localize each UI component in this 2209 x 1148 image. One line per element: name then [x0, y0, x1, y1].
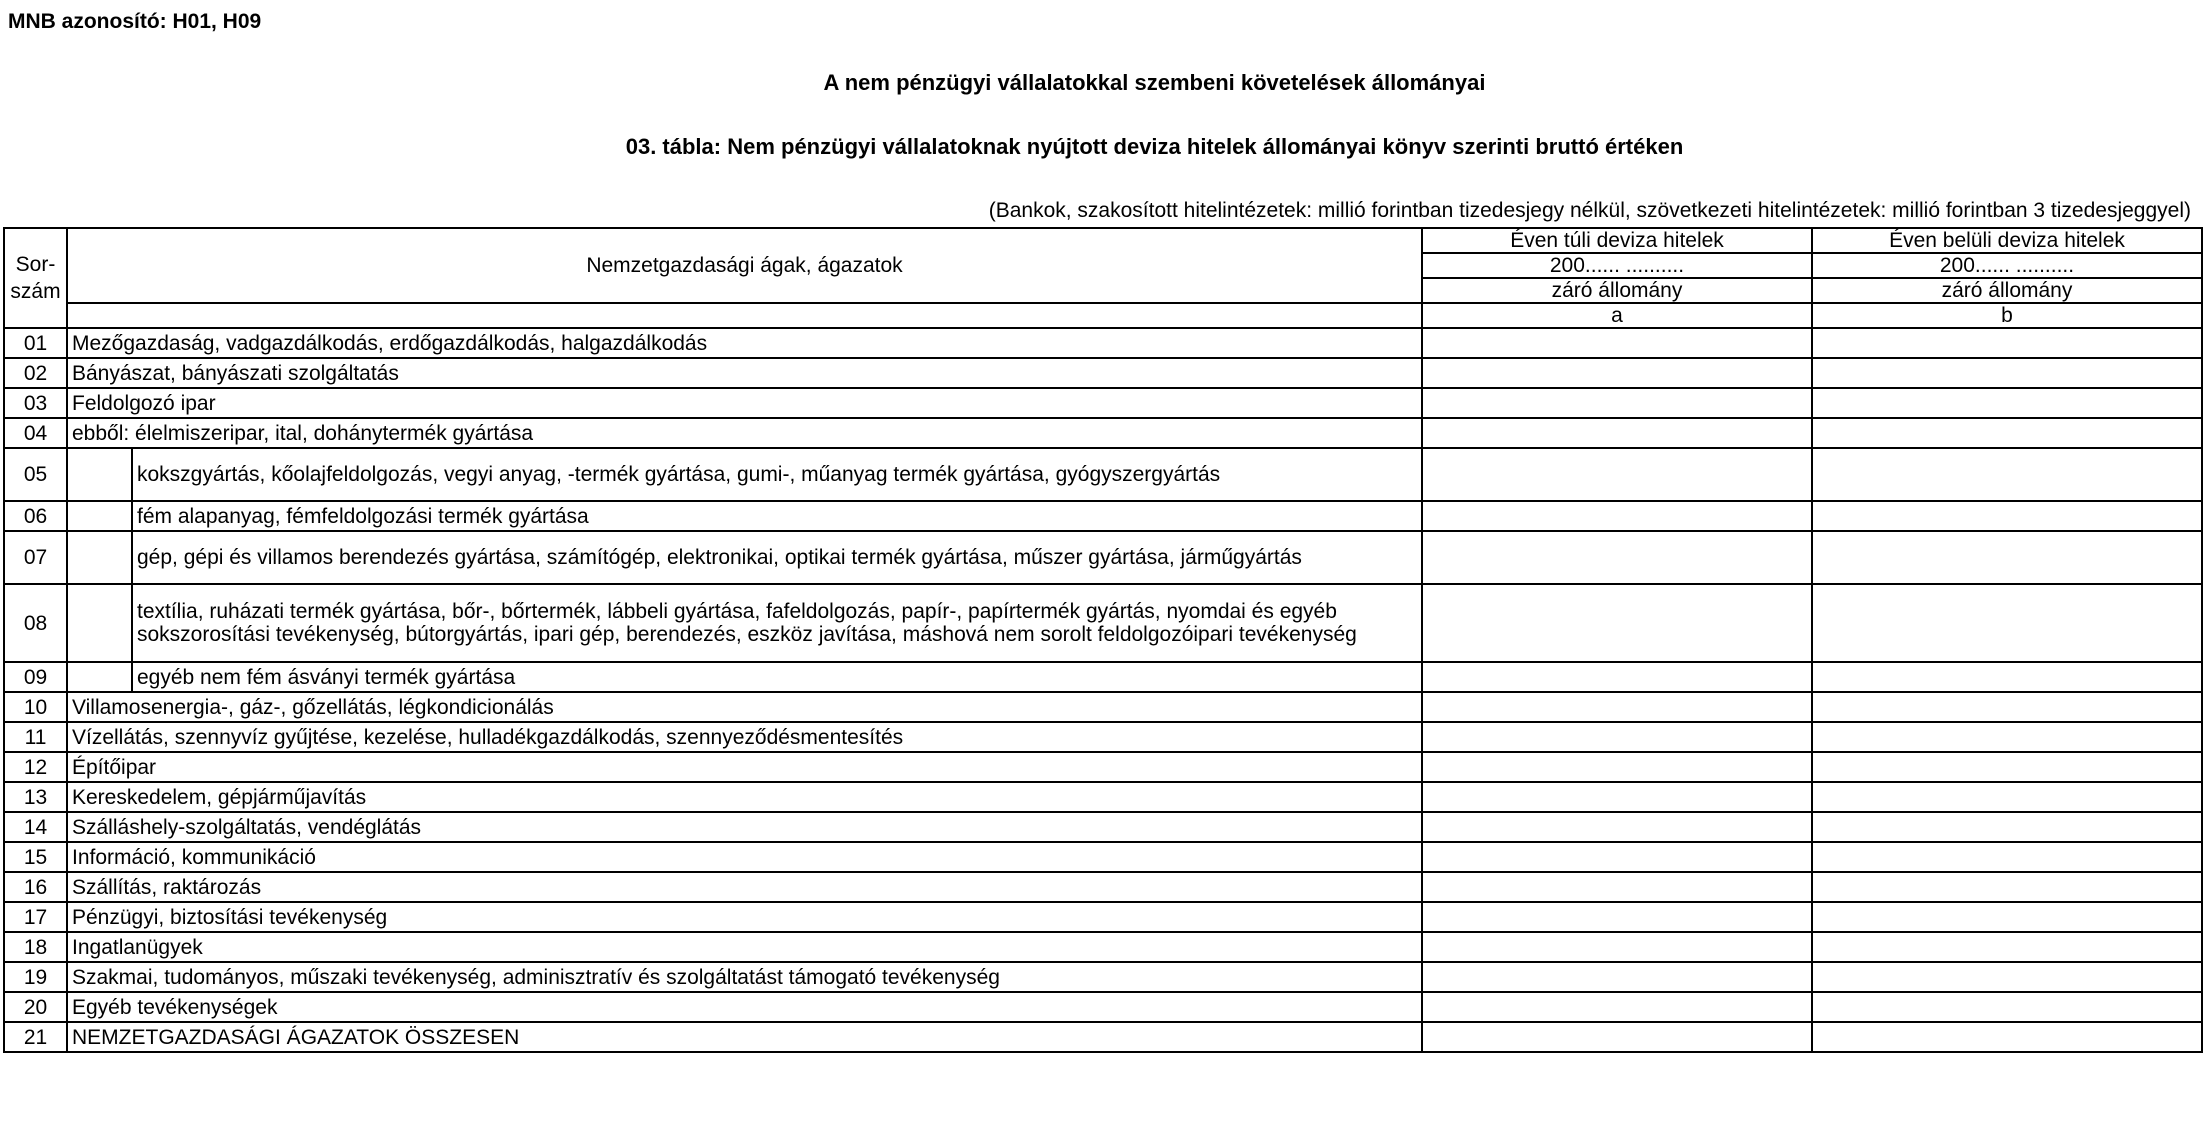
row-label: Információ, kommunikáció — [67, 842, 1422, 872]
header-col-b-letter: b — [1812, 303, 2202, 328]
table-row — [4, 501, 2202, 531]
cell-b[interactable] — [1812, 662, 2202, 692]
cell-a[interactable] — [1422, 1022, 1812, 1052]
row-label: kokszgyártás, kőolajfeldolgozás, vegyi anyag, -termék gyártása, gumi-, műanyag termék gyártása, gyógyszergyártás — [132, 448, 1422, 501]
cell-a[interactable] — [1422, 722, 1812, 752]
row-label: Vízellátás, szennyvíz gyűjtése, kezelése, hulladékgazdálkodás, szennyeződésmentesítés — [67, 722, 1422, 752]
row-number: 07 — [4, 531, 67, 584]
cell-a[interactable] — [1422, 662, 1812, 692]
cell-b[interactable] — [1812, 872, 2202, 902]
header-sector: Nemzetgazdasági ágak, ágazatok — [67, 228, 1422, 303]
header-col-b-sub: záró állomány — [1812, 278, 2202, 303]
row-label: Szakmai, tudományos, műszaki tevékenység, adminisztratív és szolgáltatást támogató tevékenység — [67, 962, 1422, 992]
header-row — [4, 228, 2202, 253]
row-label: Építőipar — [67, 752, 1422, 782]
row-number: 20 — [4, 992, 67, 1022]
table-row — [4, 388, 2202, 418]
table-row — [4, 358, 2202, 388]
cell-a[interactable] — [1422, 842, 1812, 872]
cell-a[interactable] — [1422, 531, 1812, 584]
header-col-b-title: Éven belüli deviza hitelek — [1812, 228, 2202, 253]
row-number: 16 — [4, 872, 67, 902]
row-label: gép, gépi és villamos berendezés gyártása, számítógép, elektronikai, optikai termék gyártása, műszer gyártása, járműgyártás — [132, 531, 1422, 584]
cell-b[interactable] — [1812, 902, 2202, 932]
header-sector-blank — [67, 303, 1422, 328]
row-number: 11 — [4, 722, 67, 752]
table-row — [4, 418, 2202, 448]
row-label: egyéb nem fém ásványi termék gyártása — [132, 662, 1422, 692]
row-number: 04 — [4, 418, 67, 448]
cell-a[interactable] — [1422, 388, 1812, 418]
cell-b[interactable] — [1812, 962, 2202, 992]
table-row — [4, 752, 2202, 782]
header-col-a-title: Éven túli deviza hitelek — [1422, 228, 1812, 253]
header-col-b-year: 200...... .......... — [1812, 253, 2202, 278]
data-table — [3, 227, 2203, 1053]
cell-a[interactable] — [1422, 501, 1812, 531]
row-label: Villamosenergia-, gáz-, gőzellátás, légkondicionálás — [67, 692, 1422, 722]
cell-b[interactable] — [1812, 812, 2202, 842]
row-label: Egyéb tevékenységek — [67, 992, 1422, 1022]
cell-b[interactable] — [1812, 328, 2202, 358]
row-label: NEMZETGAZDASÁGI ÁGAZATOK ÖSSZESEN — [67, 1022, 1422, 1052]
row-label: Szállítás, raktározás — [67, 872, 1422, 902]
row-number: 12 — [4, 752, 67, 782]
row-label: textília, ruházati termék gyártása, bőr-, bőrtermék, lábbeli gyártása, fafeldolgozás, papír-, papírtermék gyártás, nyomdai és egyéb sokszorosítási tevékenység, bútorgyártás, ipari gép, berendezés, eszköz javítása, máshová nem sorolt feldolgozóipari tevékenység — [132, 584, 1422, 662]
row-label: Mezőgazdaság, vadgazdálkodás, erdőgazdálkodás, halgazdálkodás — [67, 328, 1422, 358]
header-row — [4, 303, 2202, 328]
cell-a[interactable] — [1422, 962, 1812, 992]
cell-b[interactable] — [1812, 722, 2202, 752]
row-number: 13 — [4, 782, 67, 812]
cell-a[interactable] — [1422, 902, 1812, 932]
header-sorszam — [4, 228, 67, 328]
mnb-identifier: MNB azonosító: H01, H09 — [8, 10, 262, 33]
cell-b[interactable] — [1812, 692, 2202, 722]
cell-b[interactable] — [1812, 932, 2202, 962]
page-title: A nem pénzügyi vállalatokkal szembeni követelések állományai — [823, 70, 1486, 95]
table-row — [4, 872, 2202, 902]
cell-a[interactable] — [1422, 328, 1812, 358]
table-row — [4, 962, 2202, 992]
header-col-a-sub: záró állomány — [1422, 278, 1812, 303]
table-row — [4, 531, 2202, 584]
row-label: Szálláshely-szolgáltatás, vendéglátás — [67, 812, 1422, 842]
table-row — [4, 662, 2202, 692]
row-number: 15 — [4, 842, 67, 872]
indent-cell — [67, 531, 132, 584]
units-note: (Bankok, szakosított hitelintézetek: millió forintban tizedesjegy nélkül, szövetkezeti hitelintézetek: millió forintban 3 tizedesjeggyel) — [988, 199, 2191, 222]
table-row — [4, 722, 2202, 752]
row-number: 09 — [4, 662, 67, 692]
table-row — [4, 584, 2202, 662]
row-number: 02 — [4, 358, 67, 388]
row-number: 10 — [4, 692, 67, 722]
row-label: ebből: élelmiszeripar, ital, dohánytermék gyártása — [67, 418, 1422, 448]
cell-b[interactable] — [1812, 448, 2202, 501]
row-label: Pénzügyi, biztosítási tevékenység — [67, 902, 1422, 932]
table-row — [4, 842, 2202, 872]
table-row — [4, 448, 2202, 501]
cell-b[interactable] — [1812, 418, 2202, 448]
indent-cell — [67, 662, 132, 692]
header-sorszam-line1: Sor- — [15, 253, 56, 276]
cell-a[interactable] — [1422, 584, 1812, 662]
table-row — [4, 692, 2202, 722]
table-row — [4, 782, 2202, 812]
row-number: 03 — [4, 388, 67, 418]
cell-b[interactable] — [1812, 752, 2202, 782]
row-number: 19 — [4, 962, 67, 992]
row-number: 17 — [4, 902, 67, 932]
header-col-a-letter: a — [1422, 303, 1812, 328]
table-row — [4, 1022, 2202, 1052]
row-number: 06 — [4, 501, 67, 531]
table-row — [4, 902, 2202, 932]
row-number: 18 — [4, 932, 67, 962]
indent-cell — [67, 501, 132, 531]
cell-a[interactable] — [1422, 992, 1812, 1022]
cell-b[interactable] — [1812, 992, 2202, 1022]
table-row — [4, 812, 2202, 842]
cell-a[interactable] — [1422, 812, 1812, 842]
cell-b[interactable] — [1812, 1022, 2202, 1052]
header-sorszam-line2: szám — [10, 280, 61, 303]
cell-a[interactable] — [1422, 358, 1812, 388]
cell-a[interactable] — [1422, 418, 1812, 448]
cell-a[interactable] — [1422, 782, 1812, 812]
cell-a[interactable] — [1422, 448, 1812, 501]
cell-b[interactable] — [1812, 501, 2202, 531]
cell-a[interactable] — [1422, 752, 1812, 782]
row-number: 14 — [4, 812, 67, 842]
table-row — [4, 328, 2202, 358]
row-number: 05 — [4, 448, 67, 501]
cell-b[interactable] — [1812, 358, 2202, 388]
row-number: 08 — [4, 584, 67, 662]
row-number: 21 — [4, 1022, 67, 1052]
table-title: 03. tábla: Nem pénzügyi vállalatoknak nyújtott deviza hitelek állományai könyv szerinti bruttó értéken — [625, 134, 1684, 159]
cell-b[interactable] — [1812, 842, 2202, 872]
row-label: Bányászat, bányászati szolgáltatás — [67, 358, 1422, 388]
cell-b[interactable] — [1812, 584, 2202, 662]
row-number: 01 — [4, 328, 67, 358]
cell-b[interactable] — [1812, 388, 2202, 418]
table-row — [4, 992, 2202, 1022]
cell-a[interactable] — [1422, 872, 1812, 902]
cell-a[interactable] — [1422, 692, 1812, 722]
row-label: fém alapanyag, fémfeldolgozási termék gyártása — [132, 501, 1422, 531]
header-col-a-year: 200...... .......... — [1422, 253, 1812, 278]
table-row — [4, 932, 2202, 962]
indent-cell — [67, 448, 132, 501]
row-label: Kereskedelem, gépjárműjavítás — [67, 782, 1422, 812]
cell-a[interactable] — [1422, 932, 1812, 962]
indent-cell — [67, 584, 132, 662]
cell-b[interactable] — [1812, 531, 2202, 584]
row-label: Ingatlanügyek — [67, 932, 1422, 962]
cell-b[interactable] — [1812, 782, 2202, 812]
row-label: Feldolgozó ipar — [67, 388, 1422, 418]
